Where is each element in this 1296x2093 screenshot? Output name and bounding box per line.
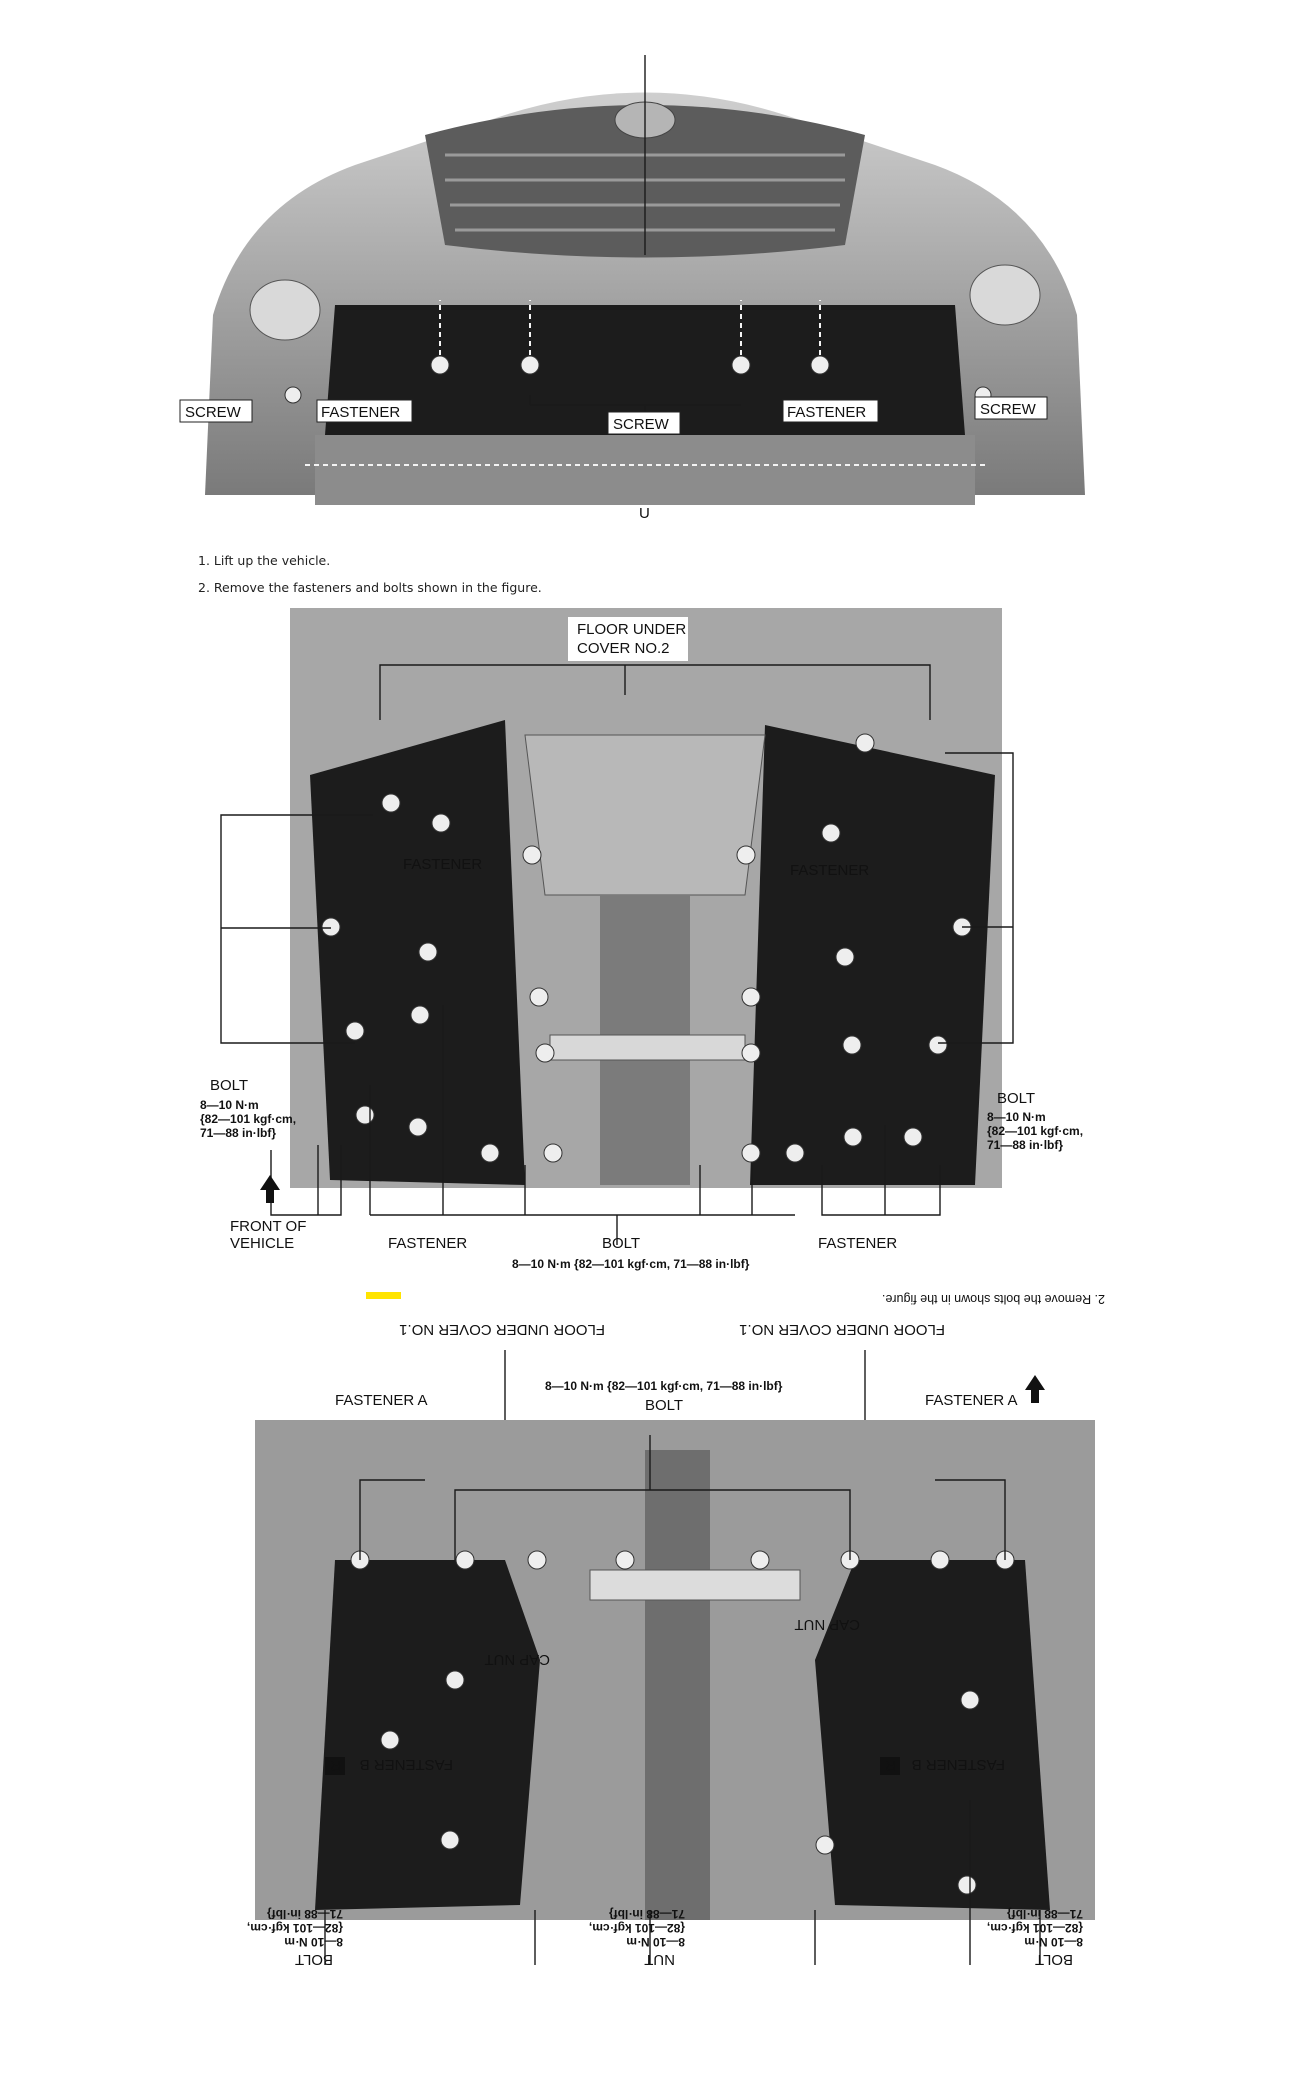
fastener-a-left: FASTENER A [925, 1392, 1018, 1409]
front-of-vehicle-2: VEHICLE [230, 1235, 295, 1252]
floor-no1-right: FLOOR UNDER COVER NO.1 [739, 1321, 945, 1338]
nut-torque-1: 8—10 N·m [626, 1935, 685, 1949]
fastener-bottom-left: FASTENER [388, 1235, 468, 1252]
bolt-lower-right-t2: {82—101 kgf·cm, [246, 1921, 343, 1935]
fastener-a-right: FASTENER A [335, 1392, 428, 1409]
fastener-b-left: FASTENER B [911, 1756, 1005, 1773]
figure-floor-under-cover-no2 [200, 605, 1105, 1285]
floor-no1-left: FLOOR UNDER COVER NO.1 [399, 1321, 605, 1338]
fastener-b-right: FASTENER B [359, 1756, 453, 1773]
r-mark-right: R [330, 1757, 341, 1774]
floor-cover-no2-title-1: FLOOR UNDER [577, 621, 687, 638]
r-mark-left: R [885, 1757, 896, 1774]
bolt-lower-left-t2: {82—101 kgf·cm, [986, 1921, 1083, 1935]
bolt-left-torque-2: {82—101 kgf·cm, [200, 1112, 297, 1126]
screw-label-left: SCREW [185, 404, 241, 421]
bolt-lower-left-label: BOLT [1034, 1951, 1073, 1968]
bolt-lower-left-t1: 8—10 N·m [1024, 1935, 1083, 1949]
bolt-lower-right-t1: 8—10 N·m [284, 1935, 343, 1949]
nut-label: NUT [644, 1951, 675, 1968]
step-remove-fasteners: 2. Remove the fasteners and bolts shown in the figure. [198, 580, 542, 595]
step-remove-bolts: 2. Remove the bolts shown in the figure. [881, 1292, 1105, 1306]
arrow-up-icon-flipped [1025, 1375, 1045, 1403]
screw-label-center: SCREW [613, 416, 669, 433]
highlight-mark [366, 1292, 401, 1299]
figure-floor-under-cover-no1 [205, 1292, 1105, 1980]
bolt-bottom-label: BOLT [602, 1235, 641, 1252]
bolt-right-torque-1: 8—10 N·m [987, 1110, 1046, 1124]
bottom-mark: U [639, 505, 650, 522]
screw-label-right: SCREW [980, 401, 1036, 418]
figure-front-under-cover [185, 55, 1085, 525]
bolt-right-torque-3: 71—88 in·lbf} [987, 1138, 1064, 1152]
bolt-bottom-torque: 8—10 N·m {82—101 kgf·cm, 71—88 in·lbf} [512, 1257, 750, 1271]
fastener-bottom-right: FASTENER [818, 1235, 898, 1252]
fastener-inner-left: FASTENER [403, 856, 483, 873]
cap-nut-left: CAP NUT [794, 1616, 860, 1633]
bolt-lower-right-t3: 71—88 in·lbf} [266, 1907, 343, 1921]
bolt-left-torque-3: 71—88 in·lbf} [200, 1126, 277, 1140]
fastener-inner-right: FASTENER [790, 862, 870, 879]
floor-cover-no2-title-2: COVER NO.2 [577, 640, 670, 657]
arrow-up-icon [260, 1175, 280, 1203]
bolt-lower-left-t3: 71—88 in·lbf} [1006, 1907, 1083, 1921]
bolt-right-label: BOLT [997, 1090, 1036, 1107]
step-lift-vehicle: 1. Lift up the vehicle. [198, 553, 331, 568]
bolt-lower-right-label: BOLT [294, 1951, 333, 1968]
fastener-label-right: FASTENER [787, 404, 867, 421]
bolt-right-torque-2: {82—101 kgf·cm, [987, 1124, 1084, 1138]
bolt-left-label: BOLT [210, 1077, 249, 1094]
bolt-top-torque: 8—10 N·m {82—101 kgf·cm, 71—88 in·lbf} [545, 1379, 783, 1393]
nut-torque-3: 71—88 in·lbf} [608, 1907, 685, 1921]
fastener-label-left: FASTENER [321, 404, 401, 421]
bolt-left-torque-1: 8—10 N·m [200, 1098, 259, 1112]
nut-torque-2: {82—101 kgf·cm, [588, 1921, 685, 1935]
front-of-vehicle-1: FRONT OF [230, 1218, 307, 1235]
bolt-top-label: BOLT [645, 1397, 684, 1414]
cap-nut-right: CAP NUT [484, 1651, 550, 1668]
